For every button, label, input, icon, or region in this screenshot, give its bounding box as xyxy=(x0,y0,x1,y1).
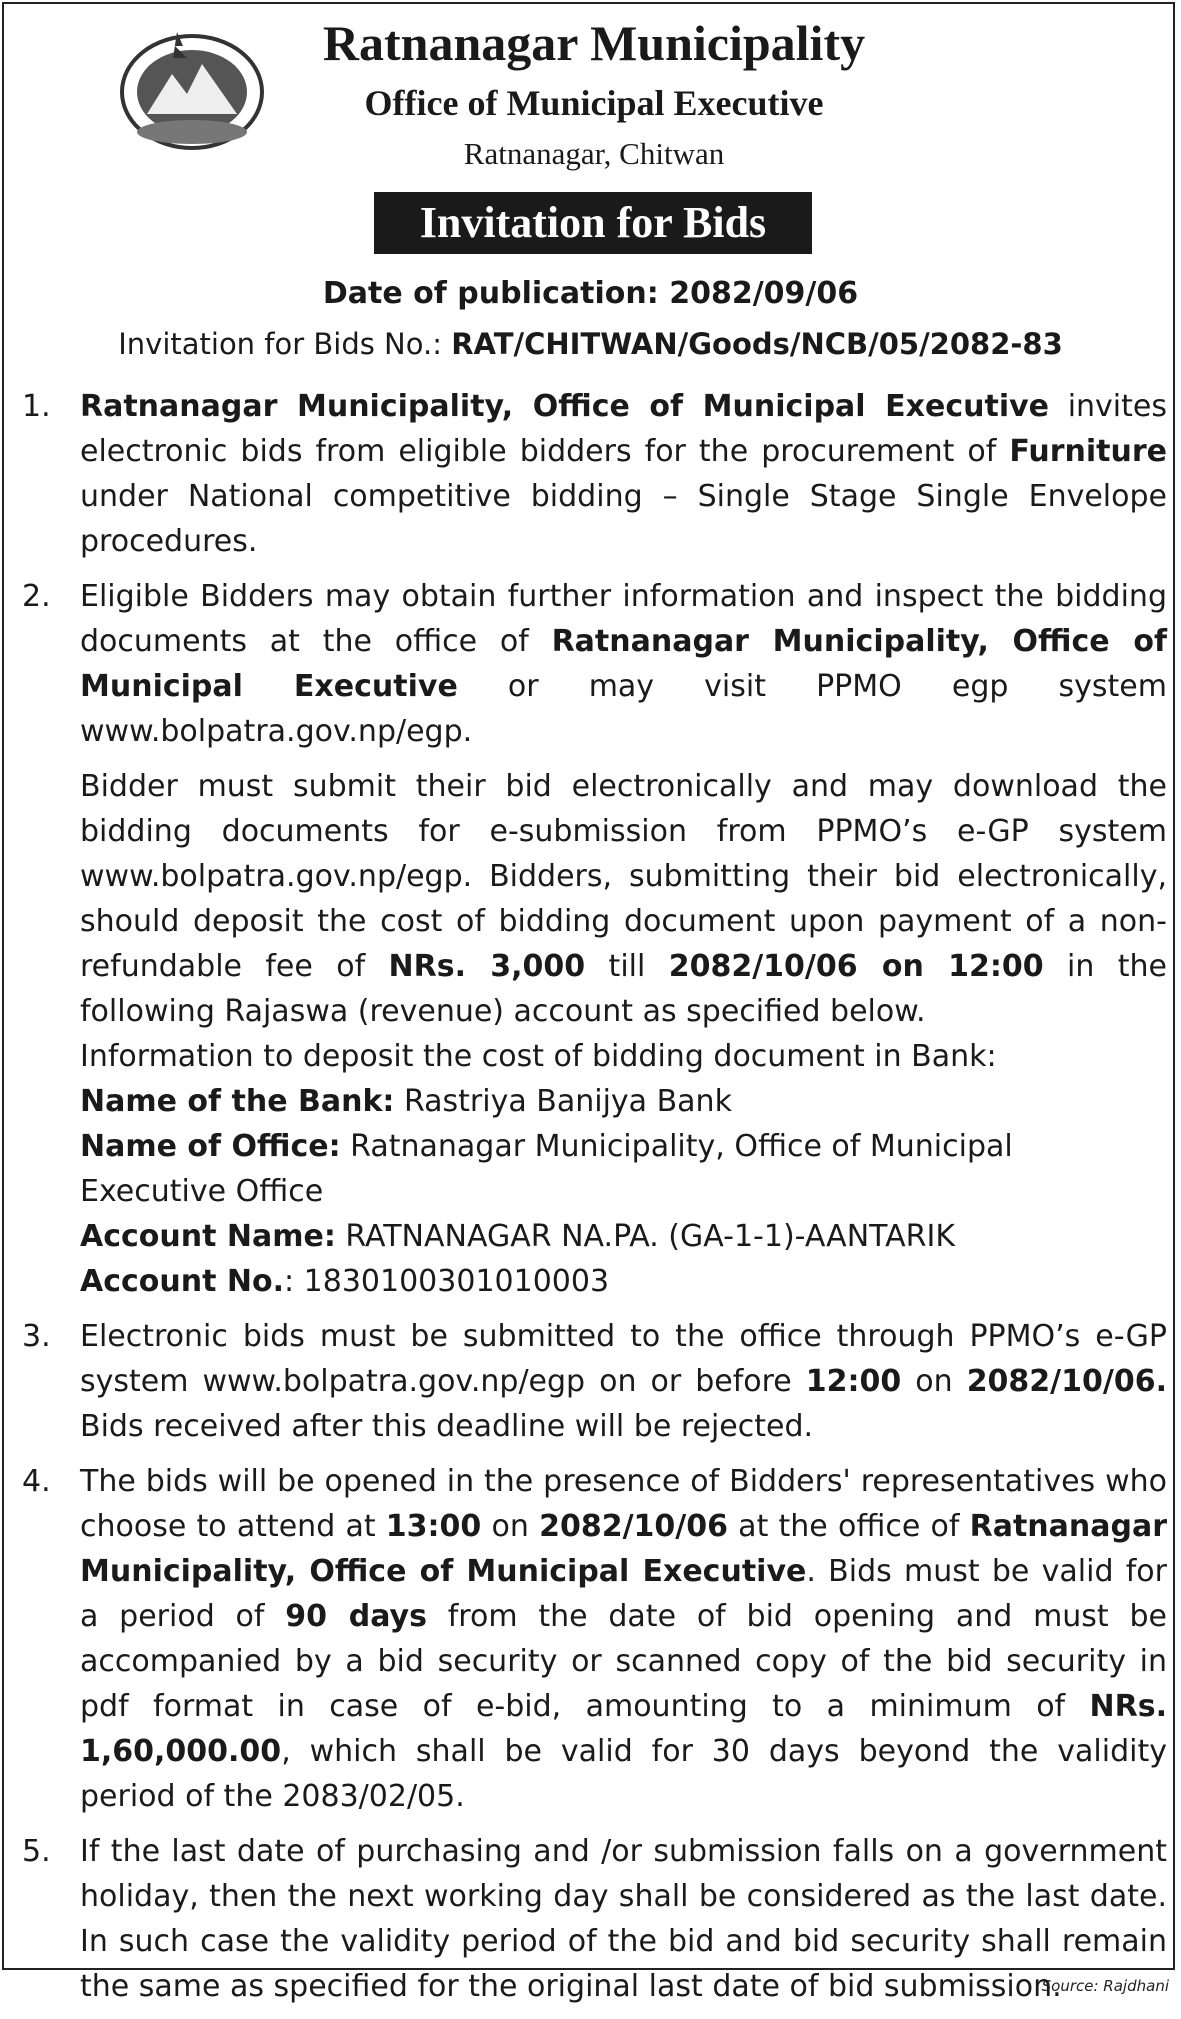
text-bold: Furniture xyxy=(1009,434,1167,469)
text-bold: NRs. 3,000 xyxy=(388,949,586,984)
text-run: , which shall be valid for 30 days beyond the validity period of the 2083/02/05. xyxy=(80,1734,1167,1814)
notice-body xyxy=(22,384,1167,2019)
text-bold: Ratnanagar Municipality, Office of Municipal Executive xyxy=(80,624,1168,704)
text-run: RATNANAGAR NA.PA. (GA-1-1)-AANTARIK xyxy=(335,1219,956,1254)
list-item xyxy=(22,1829,1167,2009)
notice-title: Invitation for Bids xyxy=(374,192,812,254)
text-run: from the date of bid opening and must be accompanied by a bid security or scanned copy of the bid security in pdf format in case of e-bid, amounting to a minimum of xyxy=(80,1599,1167,1724)
list-item xyxy=(22,1314,1167,1449)
text-run: on xyxy=(901,1364,967,1399)
text-run: : 1830100301010003 xyxy=(284,1264,610,1299)
item-number: 5. xyxy=(22,1834,51,1869)
text-bold: Ratnanagar Municipality, Office of Municipal Executive xyxy=(80,1509,1167,1589)
text-bold: 2082/10/06 xyxy=(539,1509,728,1544)
bid-submission-para xyxy=(80,764,1167,1034)
text-bold: NRs. 1,60,000.00 xyxy=(80,1689,1167,1769)
text-run: or may visit PPMO egp system www.bolpatra.gov.np/egp. xyxy=(80,669,1167,749)
text-run: on xyxy=(481,1509,540,1544)
text-run: Eligible Bidders may obtain further information and inspect the bidding documents at the office of xyxy=(80,579,1167,659)
text-bold: 2082/10/06. xyxy=(966,1364,1167,1399)
item-number: 1. xyxy=(22,389,51,424)
text-bold: Account Name: xyxy=(80,1219,336,1254)
org-name: Ratnanagar Municipality xyxy=(322,15,866,71)
text-run: at the office of xyxy=(727,1509,970,1544)
item-text: If the last date of purchasing and /or submission falls on a government holiday, then the next working day shall be considered as the last date. In such case the validity period of the bid and bid security shall remain the same as specified for the original last date of bid submission. xyxy=(80,1834,1167,2004)
account-no-line xyxy=(80,1259,1167,1304)
account-name-line xyxy=(80,1214,1167,1259)
office-name-line xyxy=(80,1124,1167,1214)
item-number: 3. xyxy=(22,1319,51,1354)
item-number: 2. xyxy=(22,579,51,614)
text-run: invites electronic bids from eligible bidders for the procurement of xyxy=(80,389,1167,469)
item-text xyxy=(80,1459,1167,1819)
notice-header xyxy=(4,4,1173,274)
text-run: Bids received after this deadline will be rejected. xyxy=(80,1409,814,1444)
bid-number-label: Invitation for Bids No.: xyxy=(118,327,442,361)
item-text xyxy=(80,1314,1167,1449)
text-bold: 12:00 xyxy=(805,1364,902,1399)
office-name: Office of Municipal Executive xyxy=(364,83,824,123)
publication-label: Date of publication: xyxy=(322,276,659,311)
text-bold: 13:00 xyxy=(385,1509,482,1544)
text-bold: 2082/10/06 on 12:00 xyxy=(668,949,1044,984)
item-number: 4. xyxy=(22,1464,51,1499)
list-item xyxy=(22,574,1167,754)
office-location: Ratnanagar, Chitwan xyxy=(463,136,725,171)
text-bold: Ratnanagar Municipality, Office of Municipal Executive xyxy=(80,389,1050,424)
text-bold: 90 days xyxy=(285,1599,427,1634)
text-run: The bids will be opened in the presence of Bidders' representatives who choose to attend at xyxy=(80,1464,1167,1544)
item-text xyxy=(80,384,1167,564)
text-run: in the following Rajaswa (revenue) account as specified below. xyxy=(80,949,1167,1029)
item-text xyxy=(80,574,1167,754)
bid-number-value: RAT/CHITWAN/Goods/NCB/05/2082-83 xyxy=(451,327,1063,361)
list-item xyxy=(22,384,1167,564)
bank-name-line xyxy=(80,1079,1167,1124)
text-run: Rastriya Banijya Bank xyxy=(394,1084,732,1119)
text-bold: Account No. xyxy=(80,1264,285,1299)
text-run: Ratnanagar Municipality, Office of Municipal Executive Office xyxy=(80,1129,1013,1209)
source-credit: Source: Rajdhani xyxy=(1041,1977,1169,1995)
publication-value: 2082/09/06 xyxy=(669,276,859,311)
text-bold: Name of the Bank: xyxy=(80,1084,395,1119)
text-run: Bidder must submit their bid electronically and may download the bidding documents for e-submission from PPMO’s e-GP system www.bolpatra.gov.np/egp. Bidders, submitting their bid electronically, should deposit the cost of bidding document upon payment of a non-refundable fee of xyxy=(80,769,1167,984)
text-run: under National competitive bidding – Single Stage Single Envelope procedures. xyxy=(80,479,1167,559)
bid-number xyxy=(4,327,1177,361)
bank-intro: Information to deposit the cost of bidding document in Bank: xyxy=(80,1039,997,1074)
publication-date xyxy=(4,276,1177,311)
text-run: . Bids must be valid for a period of xyxy=(80,1554,1167,1634)
text-run: till xyxy=(585,949,669,984)
list-item xyxy=(22,1459,1167,1819)
text-run: Electronic bids must be submitted to the office through PPMO’s e-GP system www.bolpatra.gov.np/egp on or before xyxy=(80,1319,1167,1399)
text-bold: Name of Office: xyxy=(80,1129,341,1164)
